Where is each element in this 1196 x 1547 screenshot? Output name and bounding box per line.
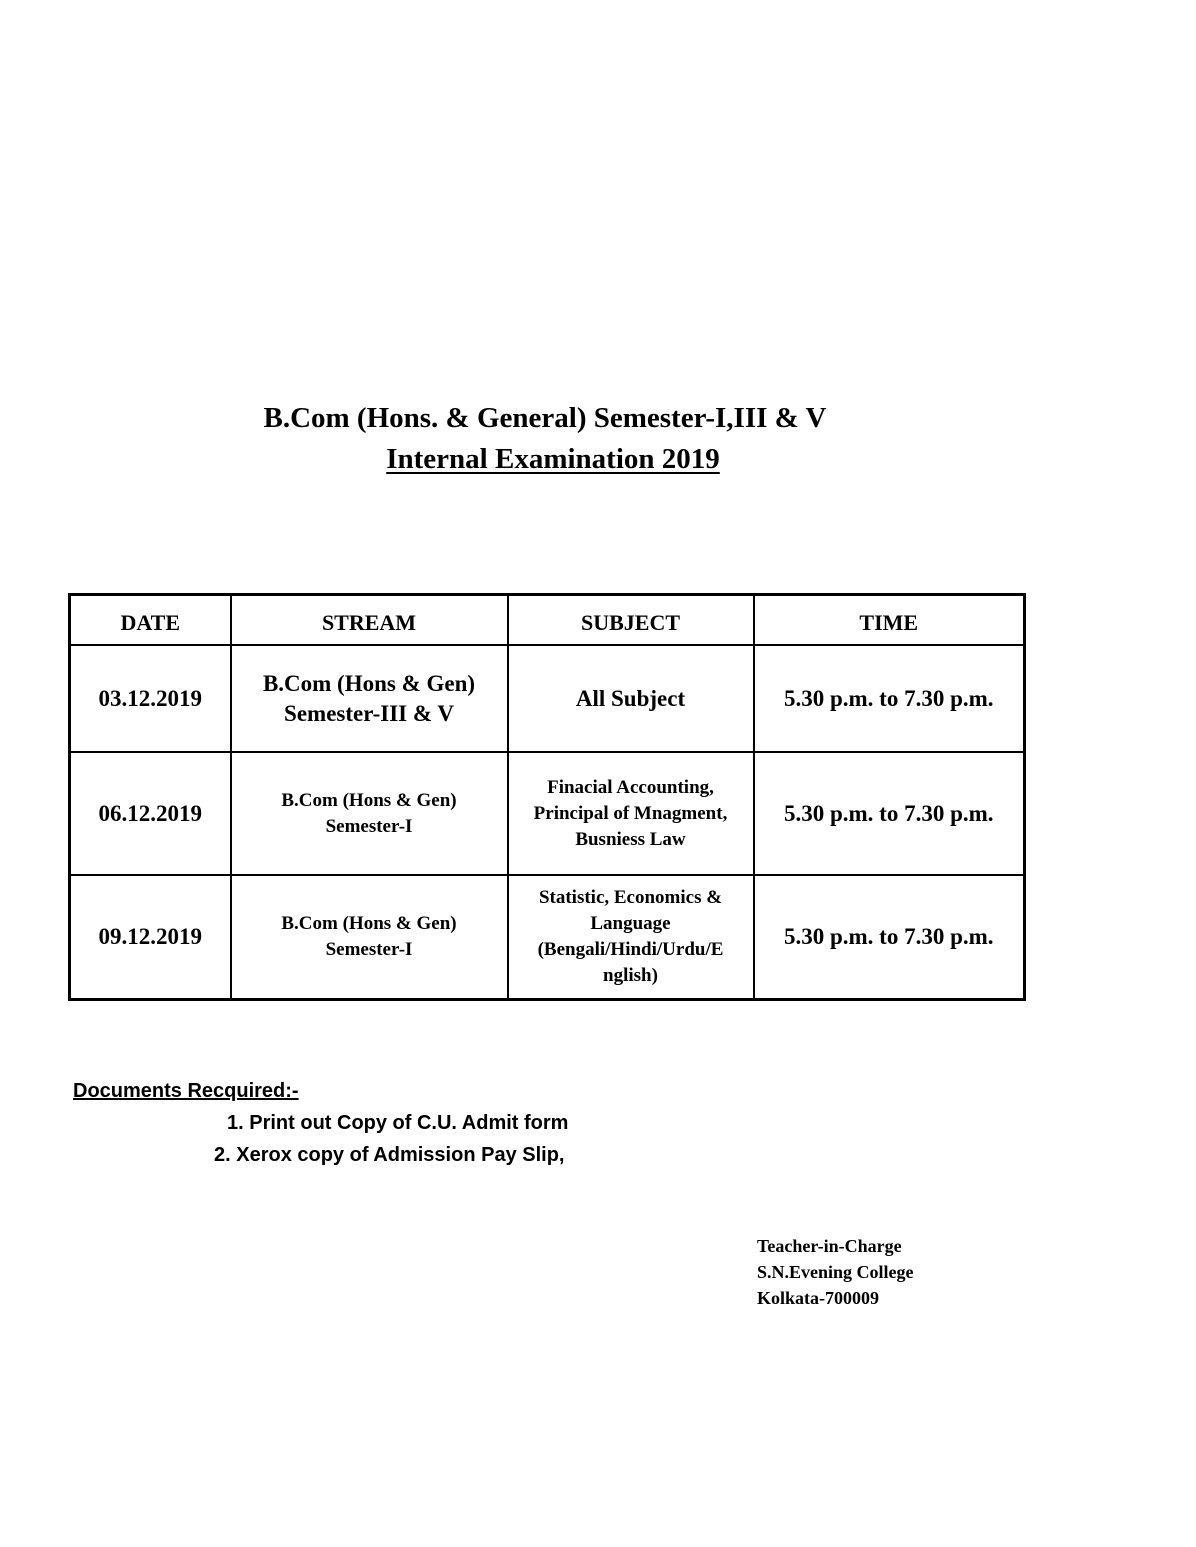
subject-line: Finacial Accounting,	[547, 776, 714, 798]
documents-required-section	[73, 1080, 569, 1166]
stream-cell	[231, 875, 508, 1000]
exam-schedule-table	[68, 593, 1026, 1001]
time-cell: 5.30 p.m. to 7.30 p.m.	[754, 645, 1025, 752]
subject-line: All Subject	[575, 685, 686, 711]
table-row	[70, 645, 1025, 752]
column-header-time: TIME	[754, 595, 1025, 646]
stream-line: B.Com (Hons & Gen)	[281, 789, 457, 811]
stream-line: B.Com (Hons & Gen)	[281, 913, 457, 934]
date-cell: 09.12.2019	[70, 875, 231, 1000]
signature-line: Teacher-in-Charge	[757, 1236, 902, 1256]
documents-required-heading: Documents Recquired:-	[73, 1080, 299, 1102]
stream-cell	[231, 752, 508, 875]
subject-line: Principal of Mnagment,	[533, 802, 728, 824]
subject-line: Language	[590, 913, 671, 934]
subject-cell	[508, 752, 754, 875]
time-cell: 5.30 p.m. to 7.30 p.m.	[754, 752, 1025, 875]
stream-line: Semester-I	[325, 939, 413, 960]
stream-line: Semester-III & V	[284, 700, 454, 726]
subject-cell	[508, 875, 754, 1000]
subject-line: Statistic, Economics &	[538, 887, 723, 908]
column-header-date: DATE	[70, 595, 231, 646]
subject-line: (Bengali/Hindi/Urdu/E	[537, 939, 724, 960]
stream-line: B.Com (Hons & Gen)	[262, 670, 476, 696]
date-cell: 03.12.2019	[70, 645, 231, 752]
document-subtitle: Internal Examination 2019	[386, 443, 720, 475]
signature-line: Kolkata-700009	[757, 1288, 880, 1308]
column-header-subject: SUBJECT	[508, 595, 754, 646]
document-item: 2. Xerox copy of Admission Pay Slip,	[214, 1144, 565, 1166]
date-cell: 06.12.2019	[70, 752, 231, 875]
document-item: 1. Print out Copy of C.U. Admit form	[227, 1112, 569, 1134]
table-row	[70, 752, 1025, 875]
signature-line: S.N.Evening College	[757, 1262, 914, 1282]
stream-line: Semester-I	[325, 815, 413, 837]
signature-block	[757, 1233, 914, 1311]
table-header-row	[70, 595, 1025, 646]
subject-cell	[508, 645, 754, 752]
stream-cell	[231, 645, 508, 752]
subject-line: nglish)	[603, 965, 658, 986]
time-cell: 5.30 p.m. to 7.30 p.m.	[754, 875, 1025, 1000]
column-header-stream: STREAM	[231, 595, 508, 646]
table-row	[70, 875, 1025, 1000]
subject-line: Busniess Law	[575, 828, 686, 850]
document-title: B.Com (Hons. & General) Semester-I,III & V	[263, 402, 827, 434]
